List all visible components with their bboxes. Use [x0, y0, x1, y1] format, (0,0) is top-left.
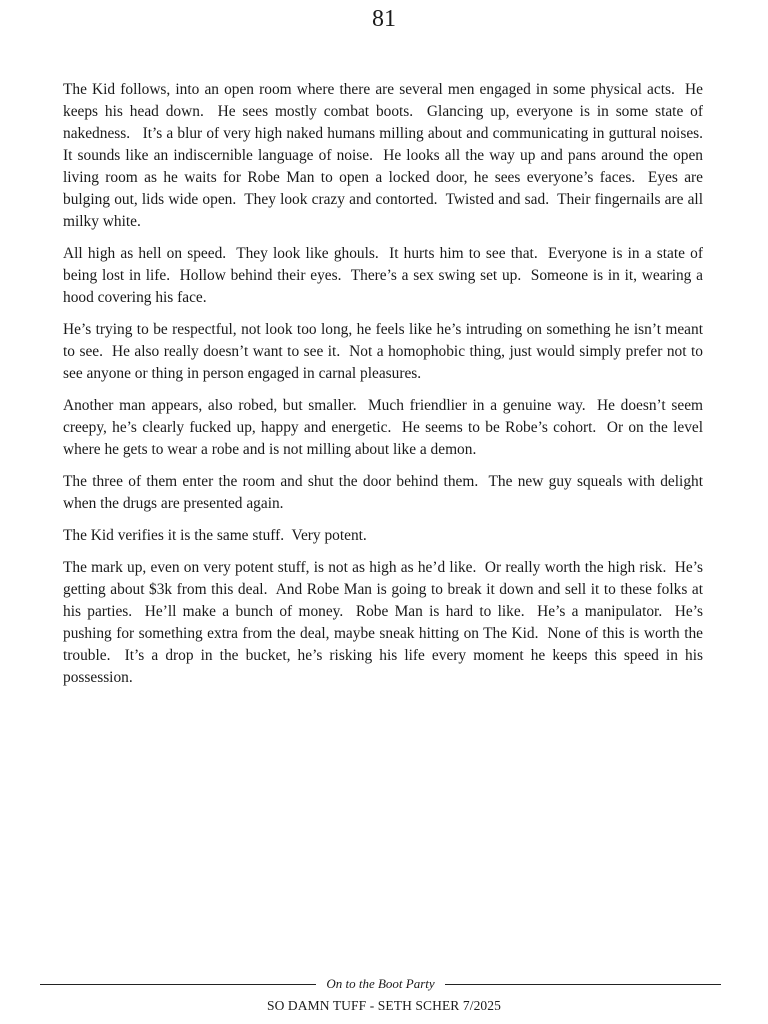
paragraph: The Kid follows, into an open room where there are several men engaged in some physical acts. He keeps his head down. He sees mostly combat boots. Glancing up, everyone is in some state of nakedness. It’s a blur of very high naked humans milling about and communicating in guttural noises. It sounds like an indiscernible language of noise. He looks all the way up and pans around the open living room as he waits for Robe Man to open a locked door, he sees everyone’s faces. Eyes are bulging out, lids wide open. They look crazy and contorted. Twisted and sad. Their fingernails are all milky white.	[63, 81, 711, 230]
paragraph: All high as hell on speed. They look like ghouls. It hurts him to see that. Everyone is in a state of being lost in life. Hollow behind their eyes. There’s a sex swing set up. Someone is in it, wearing a hood covering his face.	[63, 245, 707, 306]
footer-rule-right	[445, 984, 721, 985]
paragraph: The mark up, even on very potent stuff, is not as high as he’d like. Or really worth the high risk. He’s getting about $3k from this deal. And Robe Man is going to break it down and sell it to these folks at his parties. He’ll make a bunch of money. Robe Man is hard to like. He’s a manipulator. He’s pushing for something extra from the deal, maybe sneak hitting on The Kid. None of this is worth the trouble. It’s a drop in the bucket, he’s risking his life every moment he keeps this speed in his possession.	[63, 559, 707, 686]
body-text	[63, 79, 711, 699]
footer-credit: SO DAMN TUFF - SETH SCHER 7/2025	[267, 998, 501, 1013]
footer-chapter-title: On to the Boot Party	[326, 976, 435, 991]
paragraph: He’s trying to be respectful, not look too long, he feels like he’s intruding on something he isn’t meant to see. He also really doesn’t want to see it. Not a homophobic thing, just would simply prefer not to see anyone or thing in person engaged in carnal pleasures.	[63, 321, 707, 382]
paragraph: Another man appears, also robed, but smaller. Much friendlier in a genuine way. He doesn’t seem creepy, he’s clearly fucked up, happy and energetic. He seems to be Robe’s cohort. Or on the level where he gets to wear a robe and is not milling about like a demon.	[63, 397, 707, 458]
footer-chapter-line	[40, 975, 721, 993]
footer-rule-left	[40, 984, 316, 985]
paragraph: The three of them enter the room and shut the door behind them. The new guy squeals with delight when the drugs are presented again.	[63, 473, 707, 512]
page-number: 81	[372, 6, 396, 32]
paragraph: The Kid verifies it is the same stuff. Very potent.	[63, 527, 367, 544]
